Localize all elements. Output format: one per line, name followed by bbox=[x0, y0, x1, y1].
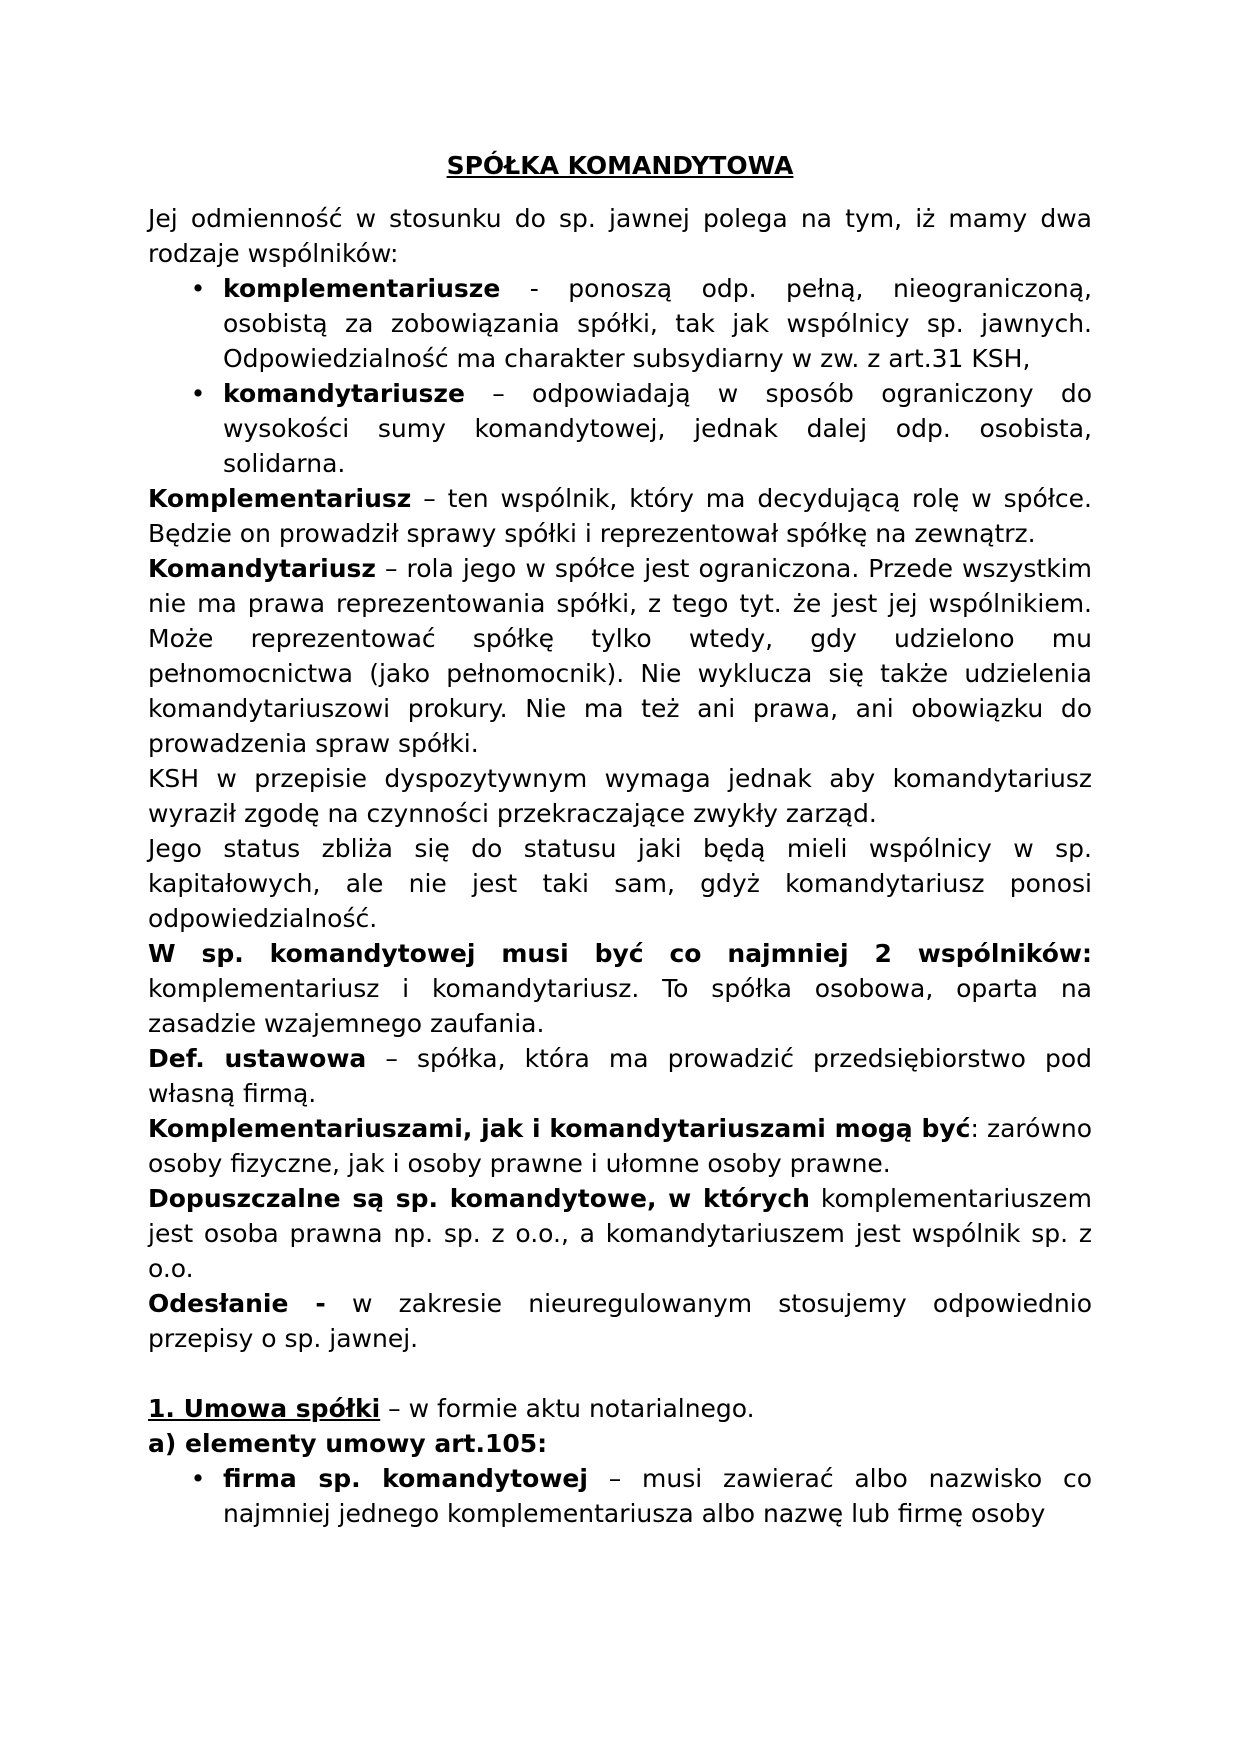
list-item-text: – odpowiadają w sposób ograniczony do wysokości sumy komandytowej, jednak dalej odp. osobista, solidarna. bbox=[223, 379, 1092, 478]
paragraph-text: komplementariuszem jest osoba prawna np. sp. z o.o., a komandytariuszem jest wspólnik sp. z o.o. bbox=[148, 1184, 1092, 1283]
paragraph-ksh: KSH w przepisie dyspozytywnym wymaga jednak aby komandytariusz wyraził zgodę na czynności przekraczające zwykły zarząd. bbox=[148, 764, 1092, 828]
paragraph-term: Komplementariuszami, jak i komandytariuszami mogą być bbox=[148, 1114, 971, 1143]
paragraph-status: Jego status zbliża się do statusu jaki będą mieli wspólnicy w sp. kapitałowych, ale nie jest taki sam, gdyż komandytariusz ponosi odpowiedzialność. bbox=[148, 834, 1092, 933]
paragraph-komandytariusz bbox=[148, 551, 1092, 761]
paragraph-reference bbox=[148, 1286, 1092, 1356]
intro-paragraph: Jej odmienność w stosunku do sp. jawnej polega na tym, iż mamy dwa rodzaje wspólników: bbox=[148, 204, 1092, 268]
paragraph-text: w zakresie nieuregulowanym stosujemy odpowiednio przepisy o sp. jawnej. bbox=[148, 1289, 1092, 1353]
list-item-term: komplementariusze bbox=[223, 274, 501, 303]
list-item-term: firma sp. komandytowej bbox=[223, 1464, 588, 1493]
bullet-icon: • bbox=[190, 379, 206, 408]
bullet-icon: • bbox=[190, 1464, 206, 1493]
document-body bbox=[148, 148, 1092, 1531]
paragraph-who-can-be bbox=[148, 1111, 1092, 1181]
contract-elements-list bbox=[148, 1461, 1092, 1531]
paragraph-term: Odesłanie - bbox=[148, 1289, 326, 1318]
paragraph-min-partners bbox=[148, 936, 1092, 1041]
bullet-icon: • bbox=[190, 274, 206, 303]
subsection-heading-a: a) elementy umowy art.105: bbox=[148, 1429, 548, 1458]
section-heading-term: 1. Umowa spółki bbox=[148, 1394, 381, 1423]
list-item-term: komandytariusze bbox=[223, 379, 465, 408]
paragraph-term: W sp. komandytowej musi być co najmniej 2 wspólników: bbox=[148, 939, 1092, 968]
paragraph-komplementariusz bbox=[148, 481, 1092, 551]
paragraph-text: – spółka, która ma prowadzić przedsiębiorstwo pod własną firmą. bbox=[148, 1044, 1093, 1108]
paragraph-admissible bbox=[148, 1181, 1092, 1286]
list-item-text: - ponoszą odp. pełną, nieograniczoną, osobistą za zobowiązania spółki, tak jak wspólnicy sp. jawnych. Odpowiedzialność ma charakter subsydiarny w zw. z art.31 KSH, bbox=[223, 274, 1092, 373]
partner-types-list bbox=[148, 271, 1092, 481]
list-item bbox=[148, 376, 1092, 481]
list-item-text: – musi zawierać albo nazwisko co najmniej jednego komplementariusza albo nazwę lub firmę osoby bbox=[223, 1464, 1093, 1528]
section-heading-text: – w formie aktu notarialnego. bbox=[380, 1394, 755, 1423]
list-item bbox=[148, 271, 1092, 376]
paragraph-text: – ten wspólnik, który ma decydującą rolę w spółce. Będzie on prowadził sprawy spółki i reprezentował spółkę na zewnątrz. bbox=[148, 484, 1092, 548]
paragraph-term: Komandytariusz bbox=[148, 554, 376, 583]
paragraph-term: Def. ustawowa bbox=[148, 1044, 367, 1073]
paragraph-term: Dopuszczalne są sp. komandytowe, w których bbox=[148, 1184, 810, 1213]
paragraph-text: komplementariusz i komandytariusz. To spółka osobowa, oparta na zasadzie wzajemnego zaufania. bbox=[148, 974, 1092, 1038]
paragraph-definition bbox=[148, 1041, 1092, 1111]
document-title: SPÓŁKA KOMANDYTOWA bbox=[446, 151, 794, 180]
paragraph-term: Komplementariusz bbox=[148, 484, 412, 513]
paragraph-text: – rola jego w spółce jest ograniczona. Przede wszystkim nie ma prawa reprezentowania spółki, z tego tyt. że jest jej wspólnikiem. Może reprezentować spółkę tylko wtedy, gdy udzielono mu pełnomocnictwa (jako pełnomocnik). Nie wyklucza się także udzielenia komandytariuszowi prokury. Nie ma też ani prawa, ani obowiązku do prowadzenia spraw spółki. bbox=[148, 554, 1092, 758]
section-heading-1 bbox=[148, 1391, 1092, 1426]
spacer bbox=[148, 1356, 1092, 1391]
paragraph-text: : zarówno osoby fizyczne, jak i osoby prawne i ułomne osoby prawne. bbox=[148, 1114, 1092, 1178]
list-item bbox=[148, 1461, 1092, 1531]
